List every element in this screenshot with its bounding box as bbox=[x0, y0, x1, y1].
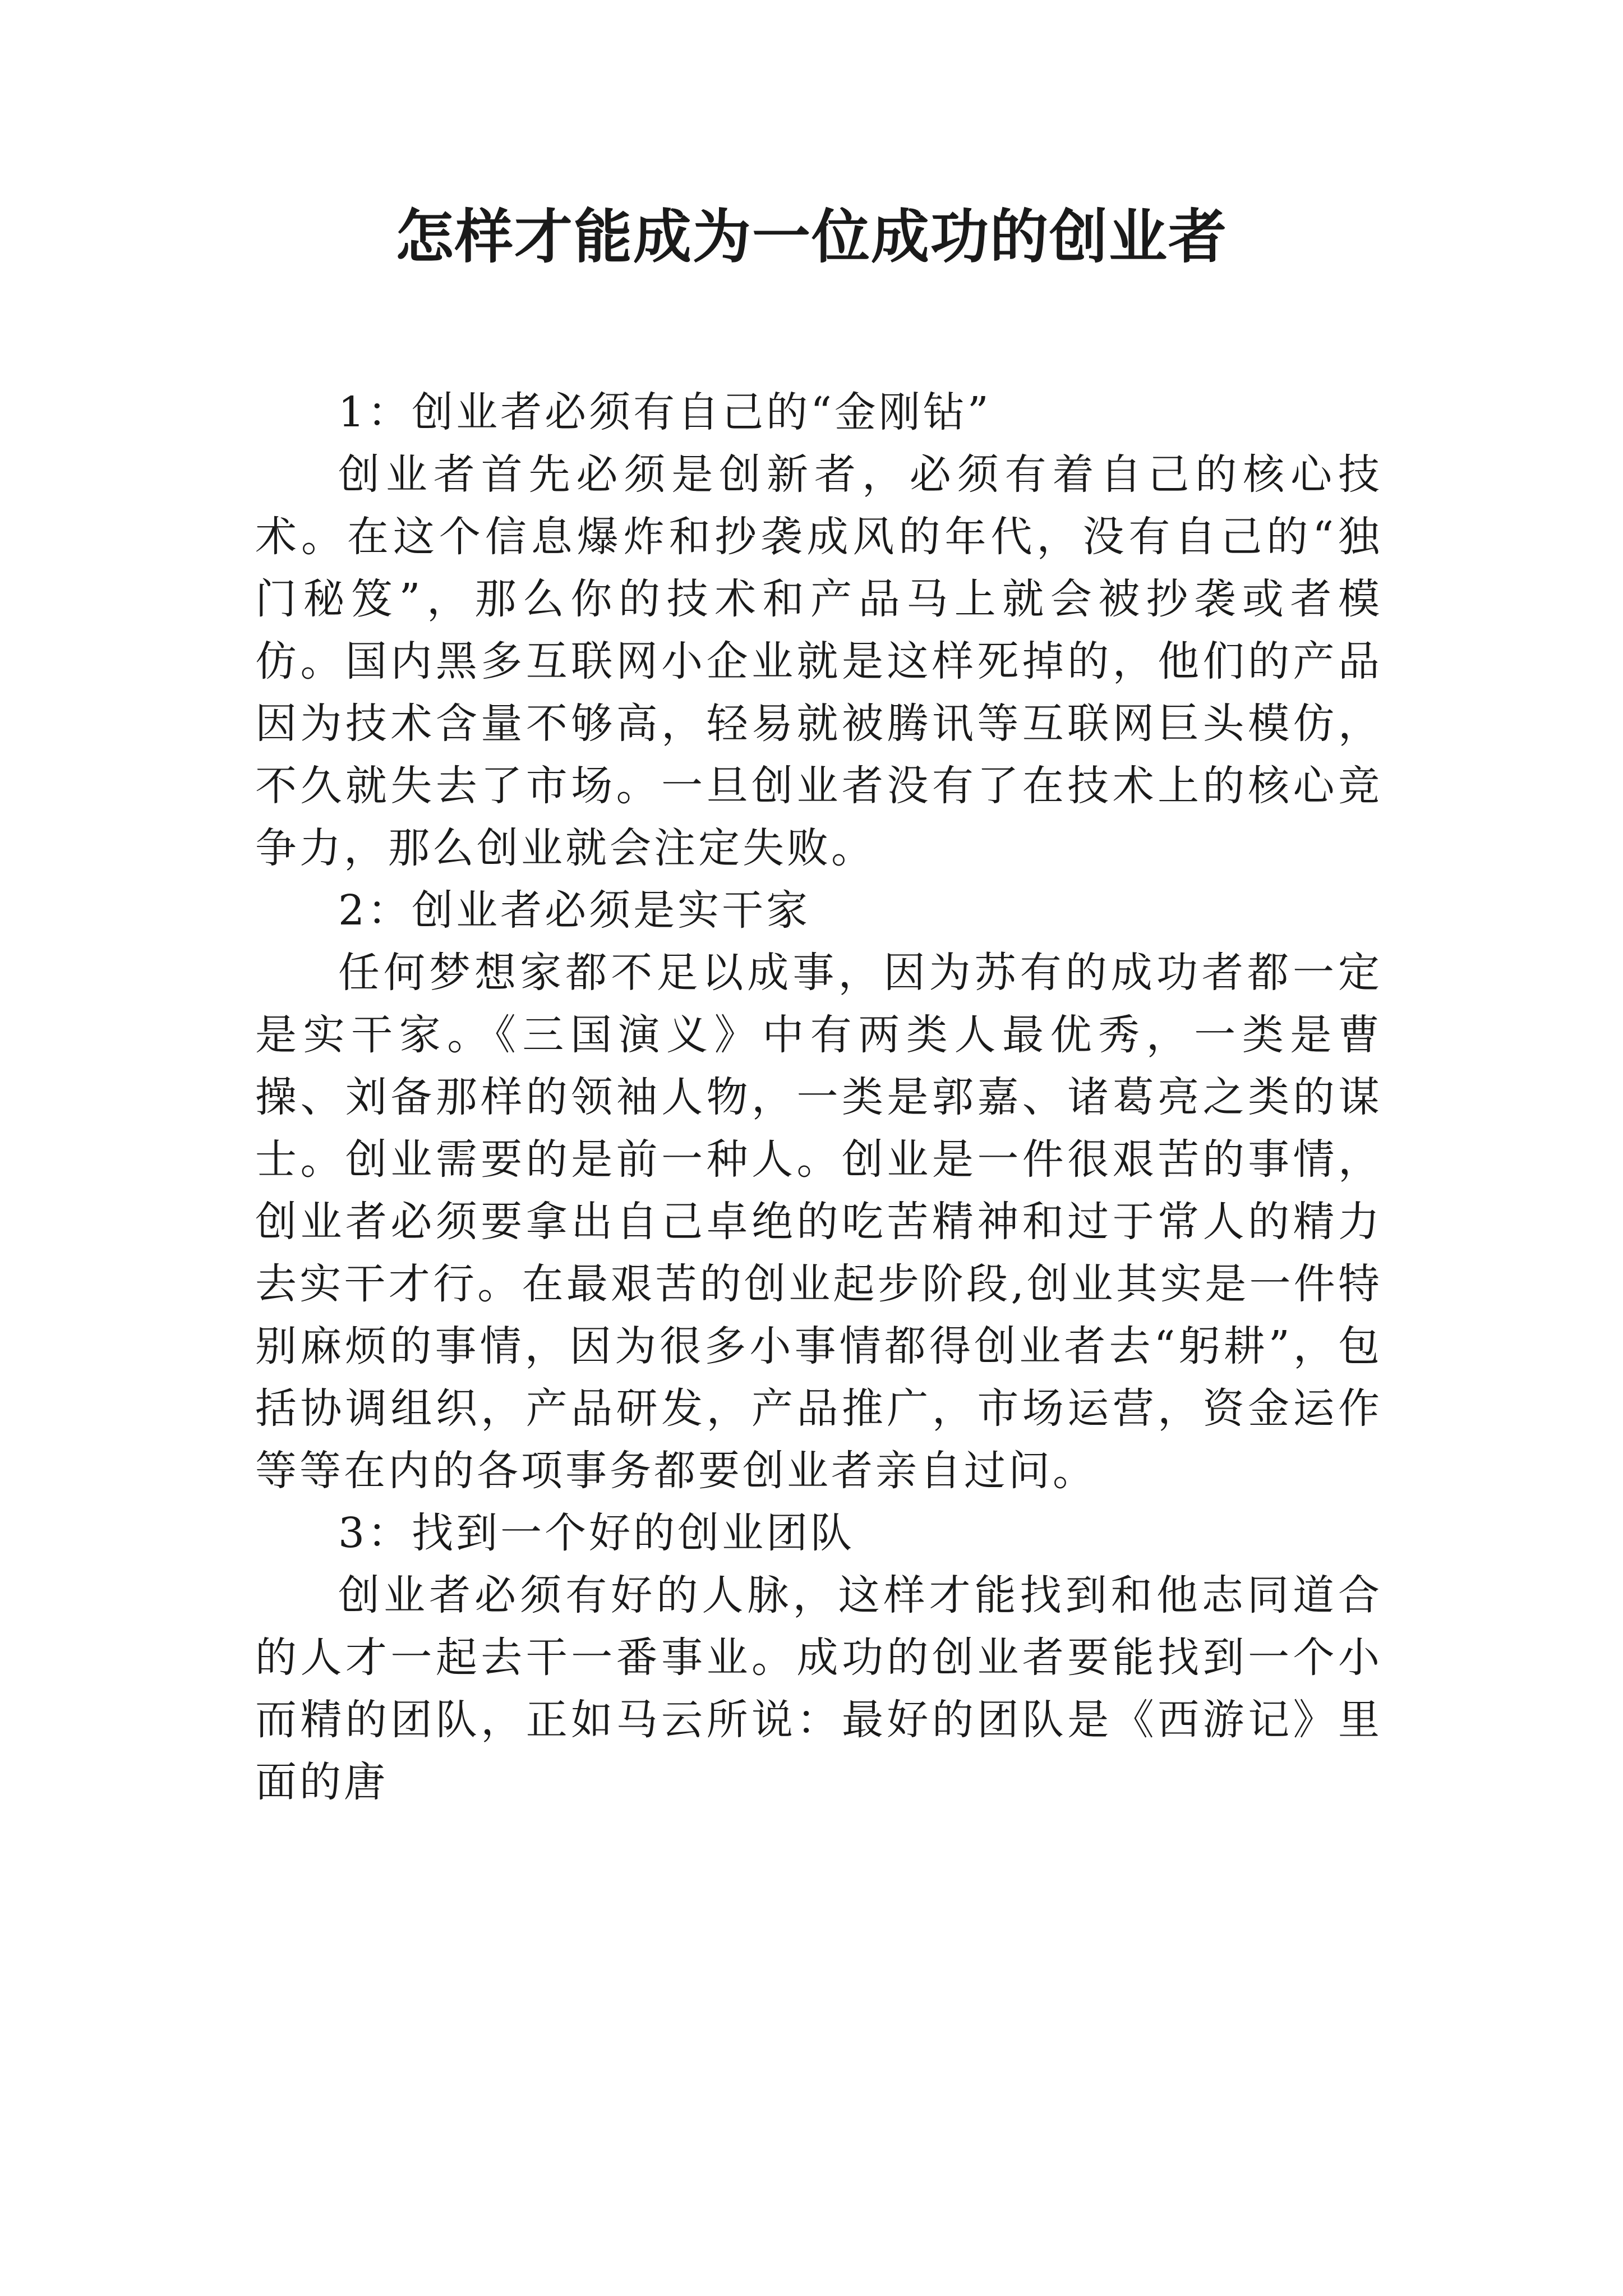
section-heading-2: 2：创业者必须是实干家 bbox=[338, 886, 811, 935]
section-heading-3: 3：找到一个好的创业团队 bbox=[338, 1509, 855, 1557]
section-heading-1: 1：创业者必须有自己的“金刚钻” bbox=[338, 388, 992, 436]
section-paragraph-2: 任何梦想家都不足以成事，因为苏有的成功者都一定是实干家。《三国演义》中有两类人最优秀，一类是曹操、刘备那样的领袖人物，一类是郭嘉、诸葛亮之类的谋士。创业需要的是前一种人。创业是一件很艰苦的事情，创业者必须要拿出自己卓绝的吃苦精神和过于常人的精力去实干才行。在最艰苦的创业起步阶段,创业其实是一件特别麻烦的事情，因为很多小事情都得创业者去“躬耕”，包括协调组织，产品研发，产品推广，市场运营，资金运作等等在内的各项事务都要创业者亲自过问。 bbox=[255, 949, 1382, 1495]
section-paragraph-1: 创业者首先必须是创新者，必须有着自己的核心技术。在这个信息爆炸和抄袭成风的年代，没有自己的“独门秘笈”，那么你的技术和产品马上就会被抄袭或者模仿。国内黑多互联网小企业就是这样死掉的，他们的产品因为技术含量不够高，轻易就被腾讯等互联网巨头模仿，不久就失去了市场。一旦创业者没有了在技术上的核心竞争力，那么创业就会注定失败。 bbox=[255, 450, 1382, 872]
document-title: 怎样才能成为一位成功的创业者 bbox=[395, 202, 1228, 271]
document-body bbox=[255, 381, 1382, 1814]
section-paragraph-3: 创业者必须有好的人脉，这样才能找到和他志同道合的人才一起去干一番事业。成功的创业者要能找到一个小而精的团队，正如马云所说：最好的团队是《西游记》里面的唐 bbox=[255, 1571, 1382, 1806]
